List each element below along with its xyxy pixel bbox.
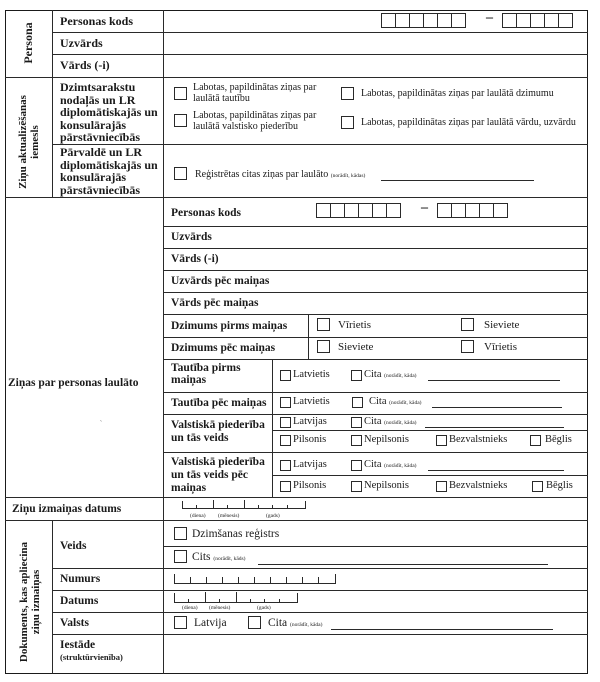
label-line: Dzimtsarakstu <box>60 80 136 94</box>
caption-year: (gads) <box>257 605 271 611</box>
hint-text: (norādīt, kāds) <box>213 556 246 562</box>
divider <box>52 520 53 674</box>
tick <box>287 505 288 508</box>
option-female: Sieviete <box>338 341 374 353</box>
tick <box>190 577 191 583</box>
label-change-date: Ziņu izmaiņas datums <box>12 503 122 515</box>
divider <box>5 197 588 198</box>
tick <box>196 505 197 508</box>
document-date-input[interactable] <box>174 593 298 603</box>
tick <box>213 500 214 508</box>
section-label-document <box>18 527 42 677</box>
checkbox-sex-corrected[interactable] <box>341 87 354 100</box>
personal-code-dash: – <box>486 10 493 25</box>
institution-input[interactable] <box>164 635 587 673</box>
label-line: pārstāvniecībās <box>60 182 141 197</box>
checkbox-nationality-before-latvian[interactable] <box>280 370 291 381</box>
spouse-surname-input[interactable] <box>284 227 587 247</box>
option-other-registered <box>195 169 365 182</box>
label-line: un tās veids <box>171 432 229 444</box>
nationality-before-other-input[interactable] <box>428 380 560 381</box>
checkbox-nationality-after-other[interactable] <box>352 397 363 408</box>
option-non-citizen: Nepilsonis <box>364 434 409 445</box>
label-spouse-name-after: Vārds pēc maiņas <box>171 297 259 309</box>
checkbox-citizenship-latvia[interactable] <box>280 417 291 428</box>
divider <box>5 497 588 498</box>
other-registered-input[interactable] <box>381 180 534 181</box>
label-sex-after: Dzimums pēc maiņas <box>171 342 276 354</box>
stray-mark: ` <box>100 421 102 427</box>
option-text: Cits <box>192 551 211 563</box>
option-other-country <box>268 617 322 631</box>
tick <box>270 577 271 583</box>
divider <box>163 546 588 547</box>
spouse-surname-after-input[interactable] <box>284 271 587 291</box>
citizenship-after-other-input[interactable] <box>428 470 564 471</box>
option-citizenship-corrected <box>193 110 316 132</box>
tick <box>227 505 228 508</box>
option-sex-corrected: Labotas, papildinātas ziņas par laulātā dzimumu <box>361 88 554 99</box>
other-country-input[interactable] <box>331 629 553 630</box>
citizenship-other-input[interactable] <box>425 427 564 428</box>
divider <box>52 10 53 197</box>
option-line: laulātā valstisko piederību <box>193 121 298 132</box>
section-label-line: ziņu izmaiņas <box>30 569 42 635</box>
hint-text: (norādīt, kādas) <box>330 173 366 179</box>
label-line: Iestāde <box>60 639 96 651</box>
document-number-input[interactable] <box>174 574 336 584</box>
divider <box>52 590 588 591</box>
divider <box>5 77 588 78</box>
change-date-input[interactable] <box>182 501 306 509</box>
label-line: Tautība pirms <box>171 362 241 374</box>
tick <box>264 599 265 602</box>
spouse-personal-code-part1-input[interactable] <box>317 203 401 218</box>
label-line: Valstiskā piederība <box>171 456 265 468</box>
checkbox-nationality-after-latvian[interactable] <box>280 397 291 408</box>
divider <box>5 520 588 521</box>
caption-day: (diena) <box>182 605 198 611</box>
checkbox-refugee-after[interactable] <box>532 481 543 492</box>
label-line: pārstāvniecībās <box>60 130 141 144</box>
option-text: Cita <box>364 459 382 470</box>
tick <box>206 577 207 583</box>
option-latvian: Latvietis <box>293 396 330 407</box>
section-label-line: Ziņu aktualizēšanas <box>17 95 29 189</box>
option-other-document <box>192 551 246 565</box>
hint-text: (norādīt, kāda) <box>290 622 323 628</box>
checkbox-citizenship-after-latvia[interactable] <box>280 460 291 471</box>
label-administration <box>60 146 158 196</box>
label-spouse-personal-code: Personas kods <box>171 207 241 219</box>
caption-month: (mēnesis) <box>209 605 231 611</box>
personal-code-part1-input[interactable] <box>382 13 466 28</box>
label-citizenship <box>171 419 265 445</box>
label-spouse-surname: Uzvārds <box>171 231 212 243</box>
option-nationality-corrected <box>193 82 316 104</box>
tick <box>188 599 189 602</box>
label-line: maiņas <box>171 374 207 386</box>
divider <box>308 314 309 359</box>
option-text: Cita <box>369 396 387 407</box>
tick <box>244 500 245 508</box>
spouse-name-after-input[interactable] <box>284 293 587 313</box>
option-citizen: Pilsonis <box>293 434 327 445</box>
option-stateless: Bezvalstnieks <box>449 434 508 445</box>
divider <box>272 475 588 476</box>
checkbox-refugee[interactable] <box>530 435 541 446</box>
label-institution <box>60 639 123 663</box>
divider <box>52 568 588 569</box>
label-document-number: Numurs <box>60 573 101 585</box>
spouse-personal-code-part2-input[interactable] <box>438 203 508 218</box>
label-document-type: Veids <box>60 540 87 552</box>
option-text: Reģistrētas citas ziņas par laulāto <box>195 169 329 180</box>
label-sex-before: Dzimums pirms maiņas <box>171 320 288 332</box>
option-stateless: Bezvalstnieks <box>449 480 508 491</box>
divider <box>163 314 588 315</box>
divider <box>163 10 164 674</box>
option-text: Cita <box>364 369 382 380</box>
checkbox-other-document[interactable] <box>174 550 187 563</box>
name-input[interactable] <box>164 55 587 76</box>
label-line: un tās veids pēc <box>171 469 248 481</box>
checkbox-country-latvia[interactable] <box>174 616 187 629</box>
option-birth-registry: Dzimšanas reģistrs <box>192 528 280 540</box>
option-latvia: Latvija <box>194 617 227 629</box>
divider <box>163 452 588 453</box>
tick <box>250 599 251 602</box>
checkbox-country-other[interactable] <box>248 616 261 629</box>
caption-day: (diena) <box>190 513 206 519</box>
option-citizen: Pilsonis <box>293 480 327 491</box>
tick <box>254 577 255 583</box>
checkbox-non-citizen-after[interactable] <box>351 481 362 492</box>
checkbox-sex-before-female[interactable] <box>461 318 474 331</box>
tick <box>222 577 223 583</box>
checkbox-non-citizen[interactable] <box>351 435 362 446</box>
tick <box>279 599 280 602</box>
checkbox-nationality-before-other[interactable] <box>351 370 362 381</box>
section-label-persona: Persona <box>21 22 35 64</box>
option-male: Vīrietis <box>484 341 517 353</box>
hint-text: (norādīt, kāda) <box>384 373 417 379</box>
section-label-spouse: Ziņas par personas laulāto <box>8 377 139 389</box>
label-citizenship-after <box>171 456 265 495</box>
label-sub: (struktūrvienība) <box>60 652 123 662</box>
checkbox-citizenship-corrected[interactable] <box>174 114 187 127</box>
checkbox-citizen-after[interactable] <box>280 481 291 492</box>
label-spouse-surname-after: Uzvārds pēc maiņas <box>171 275 270 287</box>
option-latvia-citizenship: Latvijas <box>293 459 327 470</box>
checkbox-stateless[interactable] <box>436 435 447 446</box>
checkbox-sex-after-male[interactable] <box>461 340 474 353</box>
label-line: konsulārajās <box>60 170 127 184</box>
option-other <box>364 416 417 429</box>
divider <box>163 414 588 415</box>
divider <box>163 337 588 338</box>
hint-text: (norādīt, kāda) <box>384 420 417 426</box>
tick <box>272 505 273 508</box>
checkbox-name-corrected[interactable] <box>341 116 354 129</box>
divider <box>272 359 273 497</box>
option-non-citizen: Nepilsonis <box>364 480 409 491</box>
tick <box>238 577 239 583</box>
label-spouse-name: Vārds (-i) <box>171 253 219 265</box>
section-label-line: iemesls <box>29 125 41 159</box>
checkbox-stateless-after[interactable] <box>436 481 447 492</box>
spouse-name-input[interactable] <box>284 249 587 269</box>
label-line: Valstiskā piederība <box>171 419 265 431</box>
divider <box>52 612 588 613</box>
option-line: Labotas, papildinātas ziņas par <box>193 110 317 121</box>
option-text: Cita <box>364 416 382 427</box>
label-line: Pārvaldē un LR <box>60 145 143 159</box>
label-nationality-before <box>171 362 241 386</box>
other-document-input[interactable] <box>258 564 548 565</box>
label-line: nodaļās un LR <box>60 92 136 107</box>
tick <box>236 592 237 602</box>
hint-text: (norādīt, kāda) <box>384 463 417 469</box>
checkbox-citizen[interactable] <box>280 435 291 446</box>
label-line: diplomātiskajās un <box>60 105 158 119</box>
label-surname: Uzvārds <box>60 36 103 50</box>
divider <box>163 359 588 360</box>
option-name-corrected: Labotas, papildinātas ziņas par laulātā vārdu, uzvārdu <box>361 117 576 128</box>
option-line: laulātā tautību <box>193 93 250 104</box>
tick <box>258 505 259 508</box>
section-label-update-reason <box>17 77 41 207</box>
label-line: konsulārajās <box>60 117 127 132</box>
divider <box>272 430 588 431</box>
spouse-personal-code-dash: – <box>421 200 428 215</box>
caption-year: (gads) <box>266 513 280 519</box>
label-nationality-after: Tautība pēc maiņas <box>171 397 267 409</box>
option-female: Sieviete <box>484 319 520 331</box>
tick <box>219 599 220 602</box>
label-document-date: Datums <box>60 595 99 607</box>
option-text: Cita <box>268 617 288 629</box>
option-refugee: Bēglis <box>546 480 573 491</box>
option-latvian: Latvietis <box>293 369 330 380</box>
hint-text: (norādīt, kāda) <box>389 400 422 406</box>
label-name: Vārds (-i) <box>60 58 110 72</box>
checkbox-birth-registry[interactable] <box>174 527 187 540</box>
label-line: diplomātiskajās un <box>60 157 158 172</box>
tick <box>205 592 206 602</box>
caption-month: (mēnesis) <box>218 513 240 519</box>
option-line: Labotas, papildinātas ziņas par <box>193 82 317 93</box>
tick <box>302 577 303 583</box>
option-male: Vīrietis <box>338 319 371 331</box>
option-other <box>364 459 417 472</box>
checkbox-citizenship-other[interactable] <box>351 417 362 428</box>
checkbox-other-registered[interactable] <box>174 167 187 180</box>
nationality-after-other-input[interactable] <box>432 407 562 408</box>
option-refugee: Bēglis <box>545 434 572 445</box>
checkbox-citizenship-after-other[interactable] <box>351 460 362 471</box>
divider <box>163 392 588 393</box>
option-latvia-citizenship: Latvijas <box>293 416 327 427</box>
personal-code-part2-input[interactable] <box>503 13 573 28</box>
checkbox-sex-before-male[interactable] <box>317 318 330 331</box>
section-label-line: Dokuments, kas apliecina <box>18 541 30 663</box>
checkbox-nationality-corrected[interactable] <box>174 87 187 100</box>
tick <box>318 577 319 583</box>
label-line: maiņas <box>171 482 207 494</box>
label-country: Valsts <box>60 617 89 629</box>
option-other <box>369 396 422 409</box>
tick <box>286 577 287 583</box>
checkbox-sex-after-female[interactable] <box>317 340 330 353</box>
label-registry-offices <box>60 81 158 144</box>
label-personal-code: Personas kods <box>60 14 134 28</box>
surname-input[interactable] <box>164 33 587 53</box>
option-other <box>364 369 417 382</box>
